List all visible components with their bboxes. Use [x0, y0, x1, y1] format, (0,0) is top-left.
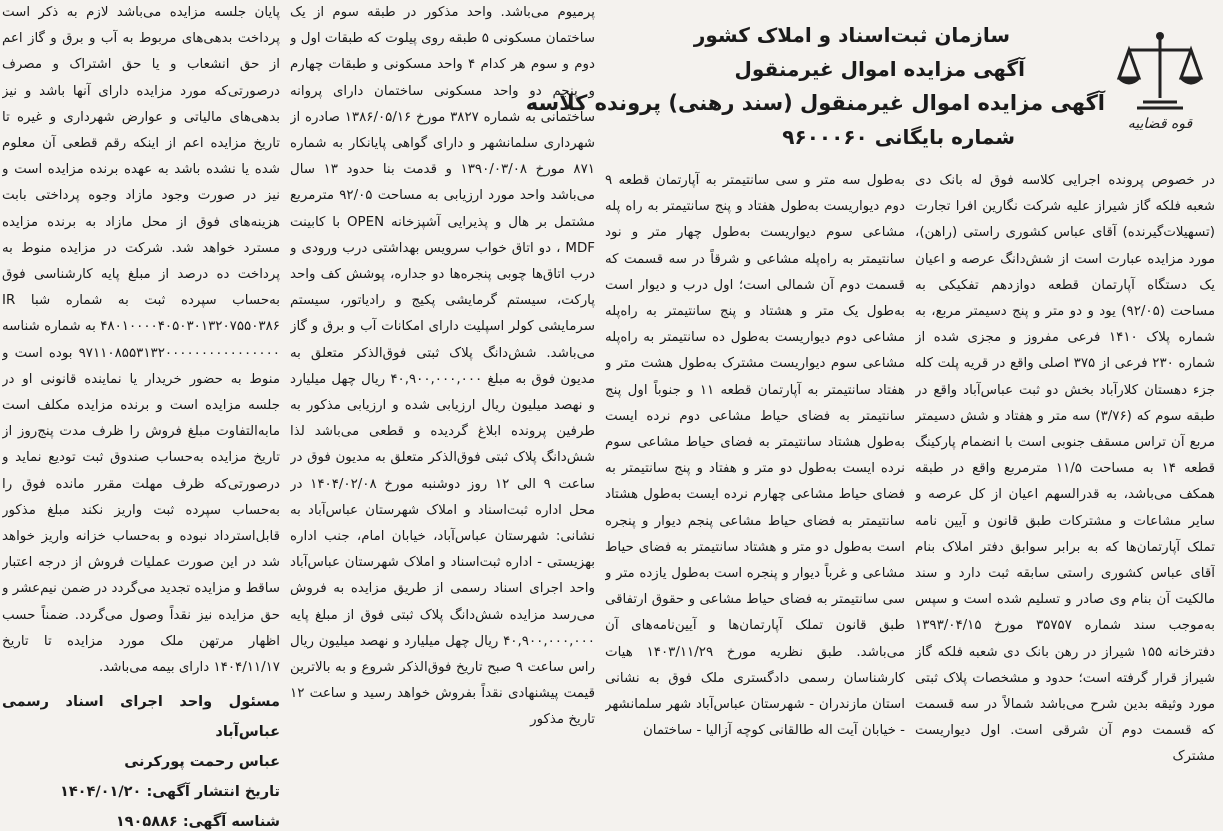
notice-type: آگهی مزایده اموال غیرمنقول — [734, 57, 1025, 81]
signature-block — [2, 687, 280, 831]
column-3-text: پرمیوم می‌باشد. واحد مذکور در طبقه سوم از یک ساختمان مسکونی ۵ طبقه روی پیلوت که طبقات اول و دوم و سوم هر کدام ۴ واحد مسکونی و طبقات چهارم و پنجم دو واحد مسکونی ساختمان دارای پروانه ساختمانی به شماره ۳۸۲۷ مورخ ۱۳۸۶/۰۵/۱۶ صادره از شهرداری سلمانشهر و دارای گواهی پایانکار به شماره ۸۷۱ مورخ ۱۳۹۰/۰۳/۰۸ و قدمت بنا حدود ۱۳ سال می‌باشد واحد مورد ارزیابی به مساحت ۹۲/۰۵ مترمربع مشتمل بر هال و پذیرایی آشپزخانه OPEN با کابینت MDF ، دو اتاق خواب سرویس بهداشتی درب ورودی و درب اتاق‌ها چوبی پنجره‌ها دو جداره، پوشش کف واحد پارکت، سیستم گرمایشی پکیج و رادیاتور، سیستم سرمایشی کولر اسپلیت دارای امکانات آب و برق و گاز می‌باشد. شش‌دانگ پلاک ثبتی فوق‌الذکر متعلق به مدیون فوق به مبلغ ۴۰,۹۰۰,۰۰۰,۰۰۰ ریال چهل میلیارد و نهصد میلیون ریال ارزیابی شده و ارزیابی مذکور به طرفین پرونده ابلاغ گردیده و قطعی می‌باشد لذا شش‌دانگ پلاک ثبتی فوق‌الذکر متعلق به مدیون فوق در ساعت ۹ الی ۱۲ روز دوشنبه مورخ ۱۴۰۴/۰۲/۰۸ در محل اداره ثبت‌اسناد و املاک شهرستان عباس‌آباد به نشانی: شهرستان عباس‌آباد، خیابان امام، جنب اداره بهزیستی - اداره ثبت‌اسناد و املاک شهرستان عباس‌آباد واحد اجرای اسناد رسمی از طریق مزایده به فروش می‌رسد مزایده شش‌دانگ پلاک ثبتی فوق از مبلغ پایه ۴۰,۹۰۰,۰۰۰,۰۰۰ ریال چهل میلیارد و نهصد میلیون ریال راس ساعت ۹ صبح تاریخ فوق‌الذکر شروع و به بالاترین قیمت پیشنهادی نقداً بفروش خواهد رسید و ساعت ۱۲ تاریخ مذکور — [290, 5, 595, 728]
emblem-caption: قوه قضاییه — [1127, 116, 1193, 132]
column-2 — [605, 0, 905, 831]
notice-title: آگهی مزایده اموال غیرمنقول (سند رهنی) پرونده کلاسه — [525, 91, 1105, 115]
column-4-text: پایان جلسه مزایده می‌باشد لازم به ذکر است پرداخت بدهی‌های مربوط به آب و برق و گاز اعم از حق انشعاب و یا حق اشتراک و مصرف درصورتی‌که مورد مزایده دارای آنها باشد و نیز بدهی‌های مالیاتی و عوارض شهرداری و غیره تا تاریخ مزایده اعم از اینکه رقم قطعی آن معلوم شده یا نشده باشد به عهده برنده مزایده است و نیز در صورت وجود مازاد وجوه پرداختی بابت هزینه‌های فوق از محل مازاد به برنده مزایده مسترد خواهد شد. شرکت در مزایده منوط به پرداخت ده درصد از مبلغ پایه کارشناسی فوق به‌حساب سپرده ثبت به شماره شبا IR ۴۸۰۱۰۰۰۰۴۰۵۰۳۰۱۳۲۰۷۵۵۰۳۸۶ به شماره شناسه ۹۷۱۱۰۸۵۵۳۱۳۲۰۰۰۰۰۰۰۰۰۰۰۰۰۰۰۰ بوده است و منوط به حضور خریدار یا نماینده قانونی او در جلسه مزایده است و برنده مزایده مکلف است مابه‌التفاوت مبلغ فروش را ظرف مدت پنج‌روز از تاریخ مزایده به‌حساب صندوق ثبت تودیع نماید و درصورتی‌که ظرف مهلت مقرر مانده فوق را به‌حساب سپرده ثبت واریز نکند مبلغ مذکور قابل‌استرداد نبوده و به‌حساب خزانه واریز خواهد شد در این صورت عملیات فروش از درجه اعتبار ساقط و مزایده تجدید می‌گردد در ضمن نیم‌عشر و حق مزایده نیز نقداً وصول می‌گردد. ضمناً حسب اظهار مرتهن ملک مورد مزایده تا تاریخ ۱۴۰۴/۱۱/۱۷ دارای بیمه می‌باشد. — [2, 5, 280, 676]
column-3 — [290, 0, 595, 831]
org-name: سازمان ثبت‌اسناد و املاک کشور — [693, 23, 1010, 47]
column-1-text: در خصوص پرونده اجرایی کلاسه فوق له بانک دی شعبه فلکه گاز شیراز علیه شرکت نگارین افرا تجارت (تسهیلات‌گیرنده) آقای عباس کشوری راستی (راهن)، مورد مزایده عبارت است از شش‌دانگ عرصه و اعیان یک دستگاه آپارتمان قطعه دوازدهم تفکیکی به مساحت (۹۲/۰۵) یود و دو متر و پنج دسیمتر مربع، به شماره پلاک ۱۴۱۰ فرعی مفروز و مجزی شده از شماره ۲۳۰ فرعی از ۳۷۵ اصلی واقع در قریه پلت کله جزء دهستان کلارآباد بخش دو ثبت عباس‌آباد واقع در طبقه سوم که (۳/۷۶) سه متر و هفتاد و شش دسیمتر مربع آن تراس مسقف جنوبی است با انضمام پارکینگ قطعه ۱۴ به مساحت ۱۱/۵ مترمربع واقع در طبقه همکف می‌باشد، به قدرالسهم اعیان از کل عرصه و سایر مشاعات و مشترکات طبق قانون و آیین نامه تملک آپارتمان‌ها که به برابر سوابق دفتر املاک بنام آقای عباس کشوری راستی سابقه ثبت دارد و سند مالکیت آن بنام وی صادر و تسلیم شده است و سپس به‌موجب سند شماره ۳۵۷۵۷ مورخ ۱۳۹۳/۰۴/۱۵ دفترخانه ۱۵۵ شیراز در رهن بانک دی شعبه فلکه گاز شیراز قرار گرفته است؛ حدود و مشخصات پلاک ثبتی مورد وثیقه بدین شرح می‌باشد شمالاً در سه قسمت که قسمت دوم آن شرقی است. اول دیواریست مشترک — [915, 173, 1215, 765]
publish-date: تاریخ انتشار آگهی: ۱۴۰۴/۰۱/۲۰ — [59, 784, 280, 801]
column-1 — [915, 0, 1215, 831]
notice-id: شناسه آگهی: ۱۹۰۵۸۸۶ — [115, 814, 280, 831]
column-2-text: به‌طول سه متر و سی سانتیمتر به آپارتمان قطعه ۹ دوم دیواریست به‌طول هفتاد و پنج سانتیمتر به راه پله مشاعی سوم دیواریست به‌طول چهار متر و نود سانتیمتر به راه‌پله مشاعی و شرقاً در سه قسمت که قسمت دوم آن شمالی است؛ اول درب و دیوار است به‌طول یک متر و هشتاد و پنج سانتیمتر به راه‌پله مشاعی دوم دیواریست به‌طول ده سانتیمتر به راه‌پله مشاعی سوم دیواریست مشترک به‌طول هشت متر و هفتاد سانتیمتر به آپارتمان قطعه ۱۱ و جنوباً اول پنج سانتیمتر به فضای حیاط مشاعی دوم نرده ایست به‌طول هشتاد سانتیمتر به فضای حیاط مشاعی سوم نرده ایست به‌طول دو متر و هفتاد و پنج سانتیمتر به فضای حیاط مشاعی چهارم نرده ایست به‌طول هشتاد سانتیمتر به فضای حیاط مشاعی پنجم دیوار و پنجره است به‌طول دو متر و هشتاد سانتیمتر به فضای حیاط مشاعی و غرباً دیوار و پنجره است به‌طول یازده متر و سی سانتیمتر به فضای حیاط مشاعی و حقوق ارتفاقی طبق قانون تملک آپارتمان‌ها و آیین‌نامه‌های آن می‌باشد. طبق نظریه مورخ ۱۴۰۳/۱۱/۲۹ هیات کارشناسان رسمی دادگستری ملک فوق به نشانی استان مازندران - شهرستان عباس‌آباد شهر سلمانشهر - خیابان آیت اله طالقانی کوچه آزالیا - ساختمان — [605, 173, 905, 739]
archive-number: شماره بایگانی ۹۶۰۰۰۶۰ — [782, 125, 1015, 149]
signature-name: عباس رحمت پورکرنی — [124, 754, 280, 771]
signature-title: مسئول واحد اجرای اسناد رسمی عباس‌آباد — [2, 694, 280, 741]
column-4 — [2, 0, 280, 831]
